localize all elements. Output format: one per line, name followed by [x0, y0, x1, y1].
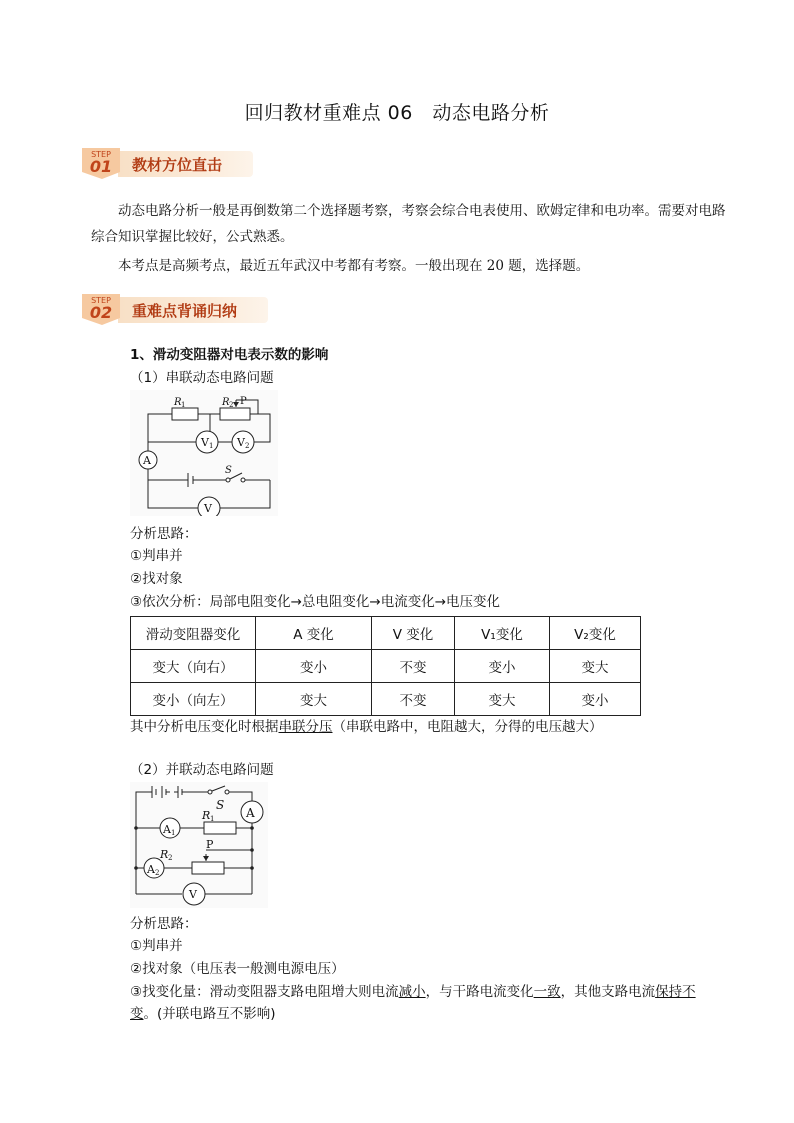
parallel-circuit-diagram — [130, 782, 268, 908]
c1-r2-sub: 2 — [229, 401, 234, 409]
c2-r2-sub: 2 — [168, 854, 173, 862]
step3-text-a: ③找变化量：滑动变阻器支路电阻增大则电流 — [130, 984, 399, 1000]
subsection-1-title: （1）串联动态电路问题 — [130, 370, 274, 386]
table-cell: 变小（向左） — [131, 683, 256, 716]
c1-v1-label: V — [201, 436, 209, 449]
step-01-banner — [80, 146, 255, 180]
step-01-badge-top: STEP — [91, 150, 111, 159]
c2-p-label: P — [206, 838, 214, 851]
page-title: 回归教材重难点 06 动态电路分析 — [244, 102, 550, 124]
c1-p-label: P — [240, 396, 247, 407]
subsection-2-step-1: ①判串并 — [130, 938, 183, 954]
subsection-1-steps-title: 分析思路： — [130, 526, 198, 542]
subsection-1-step-1: ①判串并 — [130, 548, 183, 564]
c2-a1-sub: 1 — [171, 829, 176, 837]
step-01-heading: 教材方位直击 — [132, 156, 223, 174]
c2-s-label: S — [216, 798, 225, 812]
table-row — [131, 683, 641, 716]
step3-underline-unchanged: 变 — [130, 1006, 144, 1022]
intro-paragraph-2: 本考点是高频考点，最近五年武汉中考都有考察。一般出现在 20 题，选择题。 — [118, 258, 590, 274]
c1-v-label: V — [204, 502, 212, 515]
table-header-cell: 滑动变阻器变化 — [131, 617, 256, 650]
section-1-title: 1、滑动变阻器对电表示数的影响 — [130, 347, 329, 363]
step3-text-c: ，其他支路电流 — [560, 984, 656, 1000]
subsection-2-steps-title: 分析思路： — [130, 916, 198, 932]
c2-a2-sub: 2 — [155, 869, 160, 877]
table-cell: 变大 — [256, 683, 372, 716]
table-cell: 变大（向右） — [131, 650, 256, 683]
table-cell: 变小 — [550, 683, 641, 716]
table-cell: 变大 — [455, 683, 550, 716]
c1-r1-label: R — [174, 397, 182, 408]
c1-s-label: S — [225, 465, 232, 476]
intro-paragraph-1: 动态电路分析一般是再倒数第二个选择题考察，考察会综合电表使用、欧姆定律和电功率。需要对电路综合知识掌握比较好，公式熟悉。 — [91, 203, 726, 245]
step-02-badge-number: 02 — [89, 303, 113, 322]
step-02-banner — [80, 292, 270, 326]
table-header-cell: V₁变化 — [455, 617, 550, 650]
step-02-heading: 重难点背诵归纳 — [132, 302, 238, 320]
subsection-1-step-2: ②找对象 — [130, 571, 183, 587]
subsection-2-step-2: ②找对象（电压表一般测电源电压） — [130, 961, 345, 977]
table-header-cell: A 变化 — [256, 617, 372, 650]
step-01-badge-number: 01 — [89, 157, 113, 176]
c2-a2-label: A — [147, 863, 155, 876]
series-note — [130, 717, 603, 738]
subsection-2-step-3-continued — [130, 1004, 276, 1025]
table-header-cell: V₂变化 — [550, 617, 641, 650]
table-cell: 变大 — [550, 650, 641, 683]
table-header-row — [131, 617, 641, 650]
step-01-badge-icon — [80, 146, 124, 180]
subsection-1-step-3: ③依次分析：局部电阻变化→总电阻变化→电流变化→电压变化 — [130, 594, 501, 610]
step-01-bar — [118, 151, 253, 177]
step3-text-b: ，与干路电流变化 — [425, 984, 534, 1000]
subsection-2-title: （2）并联动态电路问题 — [130, 762, 274, 778]
c2-a-label: A — [246, 806, 255, 820]
c1-r1-sub: 1 — [181, 401, 186, 409]
step3-underline-keep: 保持不 — [655, 984, 696, 1000]
c2-r1-label: R — [202, 809, 211, 822]
table-cell: 变小 — [455, 650, 550, 683]
c1-r2-label: R — [222, 397, 230, 408]
step-02-badge-icon — [80, 292, 124, 326]
c1-v2-label: V — [237, 436, 245, 449]
table-cell: 变小 — [256, 650, 372, 683]
series-note-prefix: 其中分析电压变化时根据 — [130, 719, 279, 735]
rheostat-effect-table — [130, 616, 641, 716]
c2-a1-label: A — [163, 823, 171, 836]
c1-a-label: A — [143, 454, 151, 467]
table-row — [131, 650, 641, 683]
series-circuit-diagram — [130, 390, 278, 516]
step3-text-d: 。(并联电路互不影响) — [143, 1006, 276, 1022]
subsection-2-step-3 — [130, 982, 730, 1003]
c1-v1-sub: 1 — [209, 442, 214, 450]
table-cell: 不变 — [372, 650, 455, 683]
c1-v2-sub: 2 — [245, 442, 250, 450]
step3-underline-consistent: 一致 — [533, 984, 561, 1000]
series-note-suffix: （串联电路中，电阻越大，分得的电压越大） — [332, 719, 603, 735]
step-02-bar — [118, 297, 268, 323]
c2-v-label: V — [189, 888, 197, 901]
table-header-cell: V 变化 — [372, 617, 455, 650]
step-02-badge-top: STEP — [91, 296, 111, 305]
series-note-emphasis: 串联分压 — [278, 719, 333, 735]
step3-underline-decrease: 减小 — [398, 984, 426, 1000]
table-cell: 不变 — [372, 683, 455, 716]
c2-r2-label: R — [160, 848, 169, 861]
c2-r1-sub: 1 — [210, 815, 215, 823]
